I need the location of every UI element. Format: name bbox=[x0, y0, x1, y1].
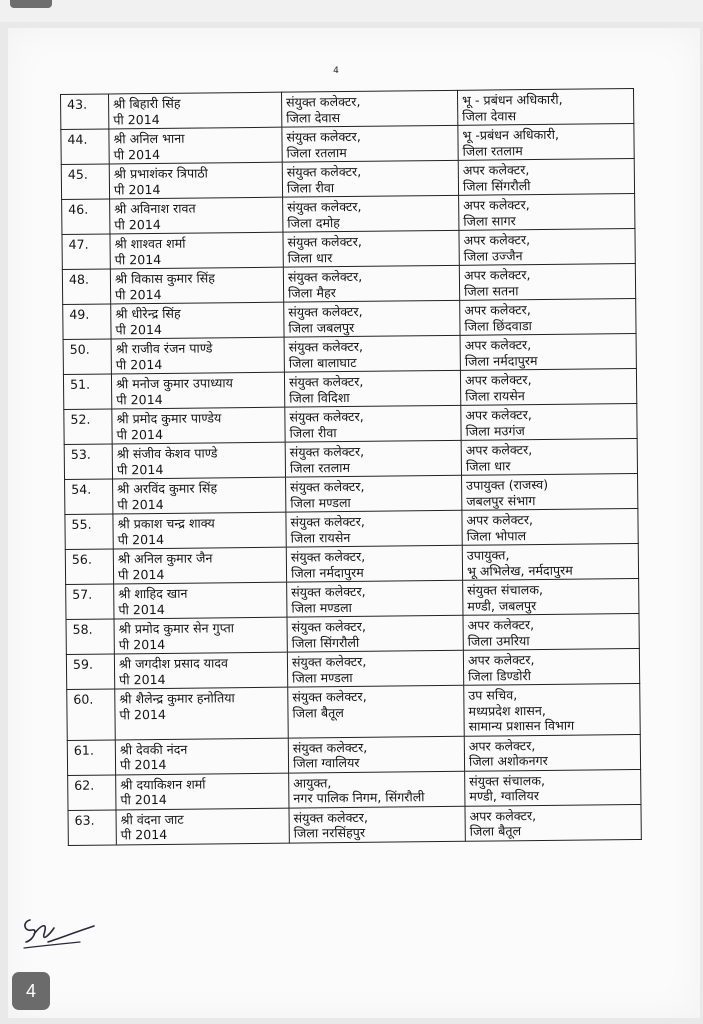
serial-number: 61. bbox=[67, 739, 115, 775]
from-line: जिला सिंगरौली bbox=[291, 634, 360, 651]
table-row bbox=[66, 613, 639, 654]
to-line: मण्डी, ग्वालियर bbox=[469, 788, 540, 804]
table-row bbox=[64, 403, 637, 444]
to-line: भू अभिलेख, नर्मदापुरम bbox=[466, 562, 573, 579]
new-post-cell bbox=[465, 804, 641, 841]
serial-number: 55. bbox=[65, 514, 113, 550]
from-line: जिला मण्डला bbox=[292, 669, 353, 686]
from-line: जिला जबलपुर bbox=[288, 319, 355, 336]
name-line: पी 2014 bbox=[113, 181, 161, 197]
viewer-tab-handle[interactable] bbox=[10, 0, 52, 8]
new-post-cell bbox=[462, 473, 638, 510]
from-line: जिला देवास bbox=[286, 109, 341, 126]
name-line: पी 2014 bbox=[117, 496, 164, 512]
officer-name-cell bbox=[112, 407, 285, 444]
from-line: जिला मण्डला bbox=[291, 599, 352, 616]
from-line: संयुक्त कलेक्टर, bbox=[288, 338, 364, 355]
name-line: श्री शाश्वत शर्मा bbox=[114, 235, 186, 252]
current-post-cell bbox=[285, 440, 461, 477]
to-line: जिला रायसेन bbox=[465, 387, 525, 404]
name-line: श्री संजीव केशव पाण्डे bbox=[116, 445, 218, 462]
officer-name-cell bbox=[113, 547, 286, 584]
name-line: श्री बिहारी सिंह bbox=[113, 95, 181, 112]
from-line: जिला रायसेन bbox=[290, 529, 351, 546]
current-post-cell bbox=[283, 265, 459, 302]
serial-number: 53. bbox=[64, 444, 112, 480]
serial-number: 62. bbox=[68, 774, 116, 810]
current-post-cell bbox=[286, 510, 462, 547]
from-line: जिला मण्डला bbox=[290, 494, 351, 511]
from-line: जिला बालाघाट bbox=[288, 354, 357, 371]
from-line: संयुक्त कलेक्टर, bbox=[293, 809, 368, 826]
to-line: जिला सतना bbox=[464, 282, 519, 299]
new-post-cell bbox=[460, 333, 636, 370]
name-line: श्री धीरेन्द्र सिंह bbox=[115, 305, 181, 322]
table-row bbox=[66, 648, 639, 689]
to-line: अपर कलेक्टर, bbox=[465, 442, 533, 458]
from-line: संयुक्त कलेक्टर, bbox=[288, 373, 364, 390]
from-line: नगर पालिक निगम, सिंगरौली bbox=[293, 789, 425, 806]
name-line: श्री देवकी नंदन bbox=[119, 741, 188, 757]
table-row bbox=[61, 158, 634, 199]
handwritten-signature bbox=[20, 912, 100, 956]
name-line: श्री प्रकाश चन्द्र शाक्य bbox=[117, 515, 215, 532]
serial-number: 44. bbox=[61, 129, 109, 165]
to-line: जिला रतलाम bbox=[462, 142, 523, 159]
to-line: संयुक्त संचालक, bbox=[467, 581, 544, 598]
current-post-cell bbox=[281, 90, 457, 127]
serial-number: 48. bbox=[62, 269, 110, 305]
table-row bbox=[62, 193, 635, 234]
officer-name-cell bbox=[109, 127, 282, 164]
officer-name-cell bbox=[112, 442, 285, 479]
table-row bbox=[67, 734, 640, 775]
new-post-cell bbox=[460, 298, 636, 335]
to-line: अपर कलेक्टर, bbox=[462, 162, 530, 178]
to-line: मण्डी, जबलपुर bbox=[467, 597, 537, 614]
to-line: उपायुक्त (राजस्व) bbox=[466, 476, 549, 493]
current-post-cell bbox=[289, 771, 465, 808]
to-line: जिला भोपाल bbox=[466, 527, 527, 544]
current-post-cell bbox=[287, 650, 463, 687]
new-post-cell bbox=[462, 508, 638, 545]
serial-number: 46. bbox=[62, 199, 110, 235]
name-line: पी 2014 bbox=[114, 251, 162, 267]
table-row bbox=[61, 88, 634, 129]
to-line: जिला मउगंज bbox=[465, 422, 525, 439]
serial-number: 59. bbox=[66, 654, 114, 690]
name-line: श्री मनोज कुमार उपाध्याय bbox=[115, 375, 233, 392]
name-line: श्री दयाकिशन शर्मा bbox=[120, 776, 206, 792]
name-line: पी 2014 bbox=[115, 321, 163, 337]
page-number-top: 4 bbox=[333, 66, 339, 76]
to-line: जिला सिंगरौली bbox=[462, 177, 531, 194]
serial-number: 49. bbox=[63, 304, 111, 340]
name-line: श्री अरविंद कुमार सिंह bbox=[117, 480, 218, 497]
to-line: अपर कलेक्टर, bbox=[463, 197, 530, 213]
new-post-cell bbox=[465, 769, 641, 806]
table-row bbox=[66, 578, 639, 619]
to-line: अपर कलेक्टर, bbox=[464, 302, 531, 318]
name-line: श्री विकास कुमार सिंह bbox=[114, 270, 215, 287]
from-line: संयुक्त कलेक्टर, bbox=[286, 128, 361, 145]
serial-number: 47. bbox=[62, 234, 110, 270]
name-line: पी 2014 bbox=[119, 706, 167, 722]
to-line: अपर कलेक्टर, bbox=[463, 267, 531, 283]
serial-number: 56. bbox=[65, 549, 113, 585]
from-line: संयुक्त कलेक्टर, bbox=[290, 548, 366, 565]
from-line: संयुक्त कलेक्टर, bbox=[287, 198, 362, 215]
table-row bbox=[61, 123, 634, 164]
name-line: श्री जगदीश प्रसाद यादव bbox=[118, 655, 229, 672]
name-line: पी 2014 bbox=[118, 601, 165, 617]
table-row bbox=[63, 298, 636, 339]
serial-number: 54. bbox=[65, 479, 113, 515]
serial-number: 50. bbox=[63, 339, 111, 375]
name-line: पी 2014 bbox=[115, 356, 163, 372]
to-line: जबलपुर संभाग bbox=[466, 492, 536, 509]
to-line: जिला बैतूल bbox=[469, 823, 522, 839]
name-line: पी 2014 bbox=[114, 216, 161, 232]
current-post-cell bbox=[282, 160, 458, 197]
current-post-cell bbox=[283, 195, 459, 232]
new-post-cell bbox=[460, 368, 636, 405]
to-line: जिला छिंदवाडा bbox=[464, 317, 532, 334]
new-post-cell bbox=[463, 613, 639, 650]
current-post-cell bbox=[287, 615, 463, 652]
name-line: पी 2014 bbox=[116, 391, 163, 407]
officer-name-cell bbox=[116, 773, 289, 810]
current-post-cell bbox=[282, 125, 458, 162]
name-line: पी 2014 bbox=[116, 426, 164, 442]
serial-number: 60. bbox=[67, 689, 116, 740]
name-line: श्री प्रमोद कुमार सेन गुप्ता bbox=[118, 620, 235, 637]
to-line: अपर कलेक्टर, bbox=[467, 617, 535, 633]
table-row bbox=[65, 473, 638, 514]
name-line: पी 2014 bbox=[117, 566, 165, 582]
to-line: जिला नर्मदापुरम bbox=[464, 352, 538, 369]
transfer-order-table bbox=[60, 88, 642, 845]
from-line: जिला धार bbox=[287, 249, 333, 266]
new-post-cell bbox=[464, 734, 640, 771]
name-line: श्री वंदना जाट bbox=[120, 811, 184, 827]
new-post-cell bbox=[461, 403, 637, 440]
new-post-cell bbox=[459, 193, 635, 230]
viewer-top-bar bbox=[0, 0, 703, 22]
from-line: संयुक्त कलेक्टर, bbox=[287, 268, 363, 285]
from-line: संयुक्त कलेक्टर, bbox=[290, 513, 365, 530]
current-post-cell bbox=[285, 405, 461, 442]
name-line: पी 2014 bbox=[116, 461, 164, 477]
new-post-cell bbox=[458, 123, 634, 160]
to-line: अपर कलेक्टर, bbox=[469, 807, 537, 824]
to-line: जिला डिण्डोरी bbox=[468, 667, 532, 684]
current-post-cell bbox=[284, 335, 460, 372]
new-post-cell bbox=[463, 648, 639, 685]
officer-name-cell bbox=[114, 617, 287, 654]
current-post-cell bbox=[286, 475, 462, 512]
officer-name-cell bbox=[109, 162, 282, 199]
current-post-cell bbox=[287, 580, 463, 617]
officer-name-cell bbox=[113, 512, 286, 549]
to-line: जिला अशोकनगर bbox=[468, 752, 548, 769]
name-line: श्री शैलेन्द्र कुमार हनोतिया bbox=[119, 690, 235, 707]
new-post-cell bbox=[459, 263, 635, 300]
from-line: संयुक्त कलेक्टर, bbox=[286, 163, 362, 180]
from-line: जिला नरसिंहपुर bbox=[293, 824, 366, 841]
current-post-cell bbox=[289, 806, 465, 843]
serial-number: 58. bbox=[66, 619, 114, 655]
to-line: अपर कलेक्टर, bbox=[464, 372, 532, 388]
current-post-cell bbox=[284, 300, 460, 337]
officer-name-cell bbox=[110, 197, 283, 234]
serial-number: 57. bbox=[66, 584, 114, 620]
current-post-cell bbox=[288, 685, 465, 737]
officer-name-cell bbox=[115, 738, 288, 775]
from-line: संयुक्त कलेक्टर, bbox=[291, 618, 366, 635]
officer-name-cell bbox=[115, 687, 289, 739]
from-line: जिला बैतूल bbox=[292, 704, 344, 721]
to-line: अपर कलेक्टर, bbox=[466, 512, 534, 528]
table-row bbox=[62, 228, 635, 269]
from-line: जिला रीवा bbox=[286, 179, 335, 196]
from-line: जिला ग्वालियर bbox=[292, 754, 360, 771]
from-line: जिला रतलाम bbox=[289, 459, 351, 476]
name-line: पी 2014 bbox=[120, 791, 167, 808]
new-post-cell bbox=[462, 543, 638, 580]
name-line: पी 2014 bbox=[118, 636, 166, 652]
from-line: संयुक्त कलेक्टर, bbox=[289, 408, 364, 425]
to-line: उपायुक्त, bbox=[466, 547, 510, 563]
serial-number: 45. bbox=[61, 164, 109, 200]
table-row bbox=[65, 543, 638, 584]
to-line: मध्यप्रदेश शासन, bbox=[468, 702, 546, 719]
name-line: पी 2014 bbox=[115, 286, 162, 302]
to-line: अपर कलेक्टर, bbox=[467, 652, 535, 668]
to-line: भू - प्रबंधन अधिकारी, bbox=[462, 91, 563, 108]
table-row bbox=[65, 508, 638, 549]
current-post-cell bbox=[286, 545, 462, 582]
to-line: जिला देवास bbox=[462, 107, 517, 124]
from-line: संयुक्त कलेक्टर, bbox=[291, 583, 366, 600]
to-line: जिला उमरिया bbox=[467, 632, 530, 649]
new-post-cell bbox=[459, 228, 635, 265]
current-post-cell bbox=[283, 230, 459, 267]
from-line: संयुक्त कलेक्टर, bbox=[290, 478, 365, 495]
officer-name-cell bbox=[114, 652, 287, 689]
officer-name-cell bbox=[110, 232, 283, 269]
page-badge[interactable]: 4 bbox=[12, 972, 50, 1010]
name-line: पी 2014 bbox=[117, 531, 165, 547]
name-line: श्री शाहिद खान bbox=[118, 585, 188, 602]
table-row bbox=[68, 769, 641, 810]
from-line: जिला दमोह bbox=[287, 214, 341, 231]
from-line: जिला रतलाम bbox=[286, 144, 347, 161]
officer-name-cell bbox=[114, 582, 287, 619]
to-line: अपर कलेक्टर, bbox=[463, 232, 531, 248]
table-row bbox=[62, 263, 635, 304]
officer-name-cell bbox=[111, 372, 284, 409]
to-line: अपर कलेक्टर, bbox=[464, 337, 532, 353]
name-line: पी 2014 bbox=[120, 826, 168, 843]
name-line: पी 2014 bbox=[119, 756, 167, 773]
table-row bbox=[64, 438, 637, 479]
name-line: पी 2014 bbox=[113, 111, 160, 127]
new-post-cell bbox=[461, 438, 637, 475]
current-post-cell bbox=[284, 370, 460, 407]
to-line: भू -प्रबंधन अधिकारी, bbox=[462, 126, 560, 143]
officer-name-cell bbox=[111, 337, 284, 374]
from-line: संयुक्त कलेक्टर, bbox=[292, 688, 367, 705]
serial-number: 52. bbox=[64, 409, 112, 445]
from-line: संयुक्त कलेक्टर, bbox=[289, 443, 365, 460]
to-line: संयुक्त संचालक, bbox=[469, 772, 546, 789]
to-line: जिला उज्जैन bbox=[463, 247, 523, 264]
to-line: अपर कलेक्टर, bbox=[465, 407, 532, 423]
from-line: संयुक्त कलेक्टर, bbox=[286, 93, 361, 110]
table-row bbox=[63, 368, 636, 409]
to-line: अपर कलेक्टर, bbox=[468, 737, 536, 754]
from-line: जिला नर्मदापुरम bbox=[290, 564, 364, 581]
from-line: जिला मैहर bbox=[288, 284, 336, 301]
serial-number: 63. bbox=[68, 809, 116, 845]
officer-name-cell bbox=[113, 477, 286, 514]
name-line: श्री अविनाश रावत bbox=[114, 200, 196, 217]
current-post-cell bbox=[288, 736, 464, 773]
name-line: श्री अनिल कुमार जैन bbox=[117, 550, 213, 567]
name-line: पी 2014 bbox=[119, 671, 166, 687]
to-line: उप सचिव, bbox=[468, 687, 518, 703]
name-line: श्री प्रभाशंकर त्रिपाठी bbox=[113, 165, 208, 182]
from-line: जिला विदिशा bbox=[289, 389, 350, 406]
from-line: संयुक्त कलेक्टर, bbox=[287, 233, 362, 250]
officer-name-cell bbox=[110, 267, 283, 304]
new-post-cell bbox=[463, 578, 639, 615]
serial-number: 43. bbox=[61, 94, 109, 130]
table-row bbox=[63, 333, 636, 374]
to-line: सामान्य प्रशासन विभाग bbox=[468, 717, 575, 734]
to-line: जिला सागर bbox=[463, 212, 516, 229]
from-line: संयुक्त कलेक्टर, bbox=[292, 739, 368, 756]
serial-number: 51. bbox=[63, 374, 111, 410]
from-line: आयुक्त, bbox=[293, 774, 332, 791]
new-post-cell bbox=[464, 683, 641, 735]
officer-name-cell bbox=[109, 92, 282, 129]
from-line: संयुक्त कलेक्टर, bbox=[288, 303, 363, 320]
name-line: श्री राजीव रंजन पाण्डे bbox=[115, 340, 213, 357]
from-line: संयुक्त कलेक्टर, bbox=[291, 653, 367, 670]
table-row bbox=[67, 683, 640, 739]
officer-name-cell bbox=[111, 302, 284, 339]
table-row bbox=[68, 804, 641, 845]
from-line: जिला रीवा bbox=[289, 424, 337, 441]
name-line: श्री प्रमोद कुमार पाण्डेय bbox=[116, 410, 222, 427]
new-post-cell bbox=[458, 158, 634, 195]
name-line: पी 2014 bbox=[113, 146, 161, 162]
officer-name-cell bbox=[116, 808, 289, 845]
name-line: श्री अनिल भाना bbox=[113, 130, 185, 147]
to-line: जिला धार bbox=[465, 457, 511, 474]
new-post-cell bbox=[457, 88, 633, 125]
